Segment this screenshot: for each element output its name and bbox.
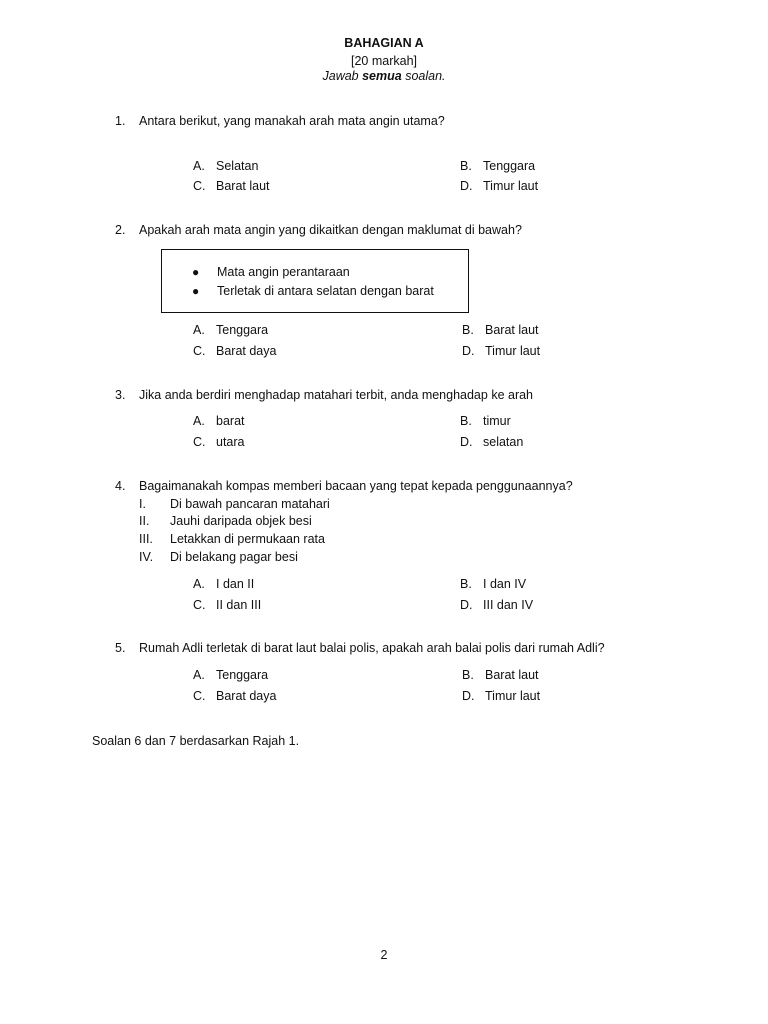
- option-letter: A.: [193, 668, 205, 682]
- option-letter: C.: [193, 598, 206, 612]
- info-box: [161, 249, 469, 313]
- question-number: 3.: [115, 388, 126, 402]
- bullet-icon: ●: [192, 265, 200, 279]
- option-text: Barat laut: [216, 179, 270, 193]
- bullet-icon: ●: [192, 284, 200, 298]
- statement-numeral: II.: [139, 514, 150, 528]
- instruction-prefix: Jawab: [322, 69, 363, 83]
- option-letter: C.: [193, 344, 206, 358]
- option-text: Tenggara: [216, 323, 269, 337]
- option-text: Barat daya: [216, 344, 277, 358]
- option-letter: A.: [193, 414, 205, 428]
- option-letter: B.: [462, 668, 474, 682]
- option-letter: A.: [193, 577, 205, 591]
- option-letter: C.: [193, 179, 206, 193]
- section-title: BAHAGIAN A: [344, 36, 424, 50]
- info-item: Mata angin perantaraan: [217, 265, 350, 279]
- rajah-reference: Soalan 6 dan 7 berdasarkan Rajah 1.: [92, 734, 300, 748]
- statement-text: Letakkan di permukaan rata: [170, 532, 325, 546]
- question-text: Jika anda berdiri menghadap matahari terbit, anda menghadap ke arah: [139, 388, 534, 402]
- info-item: Terletak di antara selatan dengan barat: [217, 284, 434, 298]
- option-text: III dan IV: [483, 598, 534, 612]
- option-letter: B.: [462, 323, 474, 337]
- option-text: Timur laut: [483, 179, 539, 193]
- question-text: Bagaimanakah kompas memberi bacaan yang tepat kepada penggunaannya?: [139, 479, 573, 493]
- instruction-suffix: soalan.: [401, 69, 446, 83]
- option-letter: A.: [193, 323, 205, 337]
- option-letter: B.: [460, 159, 472, 173]
- option-text: Selatan: [216, 159, 259, 173]
- statement-text: Di belakang pagar besi: [170, 550, 298, 564]
- option-letter: C.: [193, 689, 206, 703]
- option-letter: B.: [460, 577, 472, 591]
- option-letter: A.: [193, 159, 205, 173]
- option-text: Timur laut: [485, 344, 541, 358]
- option-text: barat: [216, 414, 245, 428]
- question-text: Apakah arah mata angin yang dikaitkan dengan maklumat di bawah?: [139, 223, 522, 237]
- question-text: Antara berikut, yang manakah arah mata angin utama?: [139, 114, 445, 128]
- instruction: [0, 69, 768, 83]
- option-text: utara: [216, 435, 245, 449]
- question-number: 5.: [115, 641, 126, 655]
- option-text: II dan III: [216, 598, 262, 612]
- option-letter: D.: [460, 435, 473, 449]
- option-text: selatan: [483, 435, 524, 449]
- page-number: 2: [380, 948, 388, 962]
- option-letter: D.: [462, 344, 475, 358]
- question-number: 1.: [115, 114, 126, 128]
- statement-text: Di bawah pancaran matahari: [170, 497, 330, 511]
- option-text: Timur laut: [485, 689, 541, 703]
- option-text: Tenggara: [216, 668, 269, 682]
- option-text: I dan II: [216, 577, 255, 591]
- statement-text: Jauhi daripada objek besi: [170, 514, 312, 528]
- statement-numeral: III.: [139, 532, 153, 546]
- option-text: Barat laut: [485, 668, 539, 682]
- option-text: timur: [483, 414, 511, 428]
- question-number: 4.: [115, 479, 126, 493]
- statement-numeral: IV.: [139, 550, 154, 564]
- option-text: I dan IV: [483, 577, 527, 591]
- option-letter: B.: [460, 414, 472, 428]
- option-letter: C.: [193, 435, 206, 449]
- question-number: 2.: [115, 223, 126, 237]
- option-letter: D.: [460, 179, 473, 193]
- instruction-bold: semua: [362, 69, 402, 83]
- statement-numeral: I.: [139, 497, 146, 511]
- option-text: Barat daya: [216, 689, 277, 703]
- option-text: Barat laut: [485, 323, 539, 337]
- option-letter: D.: [460, 598, 473, 612]
- option-text: Tenggara: [483, 159, 536, 173]
- question-text: Rumah Adli terletak di barat laut balai polis, apakah arah balai polis dari rumah Adli?: [139, 641, 605, 655]
- option-letter: D.: [462, 689, 475, 703]
- marks-label: [20 markah]: [350, 54, 417, 68]
